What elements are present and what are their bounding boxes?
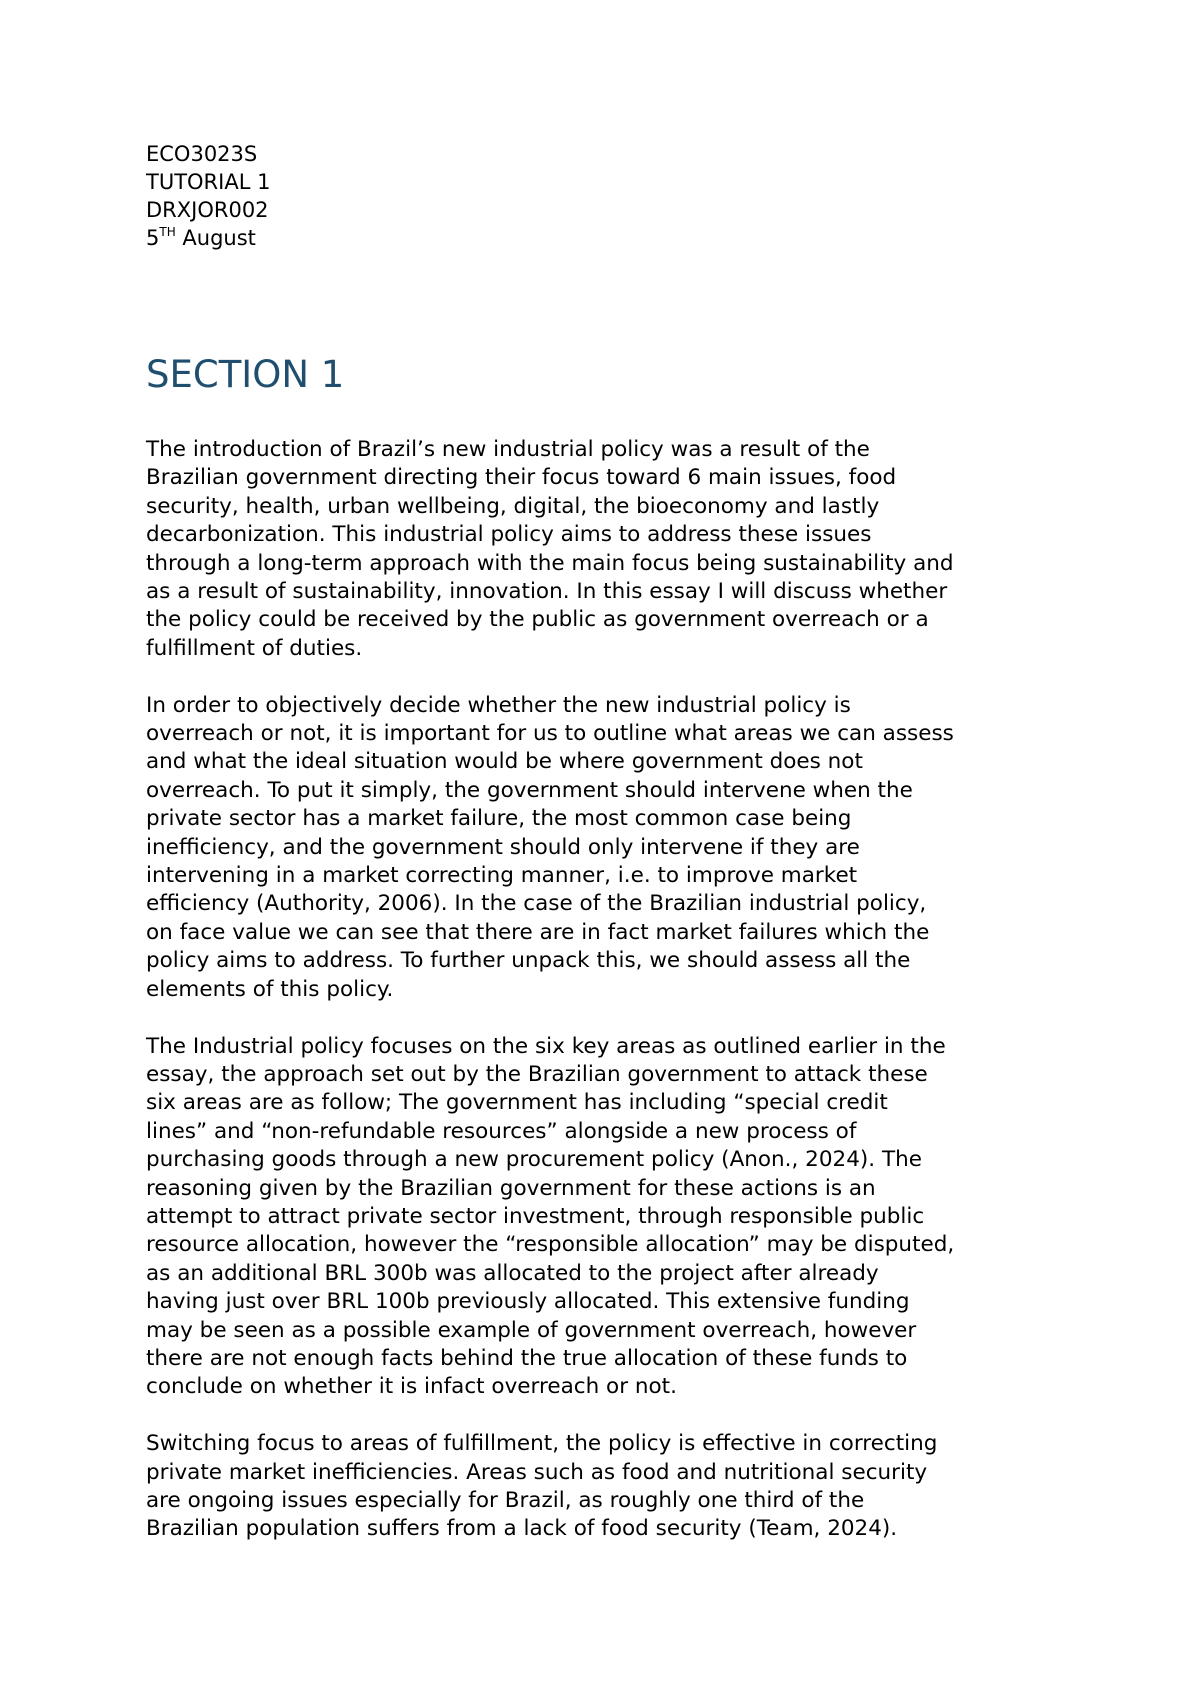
paragraph-line: conclude on whether it is infact overreach or not. bbox=[146, 1374, 677, 1400]
paragraph-line: The introduction of Brazil’s new industrial policy was a result of the bbox=[146, 437, 870, 462]
paragraph-line: Switching focus to areas of fulfillment, the policy is effective in correcting bbox=[146, 1431, 938, 1457]
student-number: DRXJOR002 bbox=[146, 198, 269, 222]
paragraph-line: security, health, urban wellbeing, digital, the bioeconomy and lastly bbox=[146, 493, 880, 519]
paragraph-line: essay, the approach set out by the Brazilian government to attack these bbox=[146, 1061, 928, 1087]
paragraph-line: having just over BRL 100b previously allocated. This extensive funding bbox=[146, 1289, 910, 1315]
paragraph-line: Brazilian government directing their focus toward 6 main issues, food bbox=[146, 465, 897, 491]
paragraph-line: and what the ideal situation would be where government does not bbox=[146, 749, 863, 775]
date-line bbox=[146, 224, 1076, 252]
essay-body bbox=[146, 436, 1076, 1572]
paragraph-line: resource allocation, however the “responsible allocation” may be disputed, bbox=[146, 1232, 955, 1258]
paragraph-line: policy aims to address. To further unpack this, we should assess all the bbox=[146, 948, 911, 974]
paragraph-line: The Industrial policy focuses on the six key areas as outlined earlier in the bbox=[146, 1033, 946, 1059]
document-header bbox=[146, 140, 1076, 252]
paragraph-2 bbox=[146, 692, 1076, 1004]
paragraph-line: as a result of sustainability, innovation. In this essay I will discuss whether bbox=[146, 579, 948, 605]
paragraph-line: purchasing goods through a new procurement policy (Anon., 2024). The bbox=[146, 1147, 922, 1173]
paragraph-line: through a long-term approach with the main focus being sustainability and bbox=[146, 550, 954, 576]
paragraph-line: are ongoing issues especially for Brazil, as roughly one third of the bbox=[146, 1487, 865, 1513]
course-code: ECO3023S bbox=[146, 142, 258, 166]
paragraph-line: elements of this policy. bbox=[146, 976, 394, 1002]
paragraph-line: on face value we can see that there are in fact market failures which the bbox=[146, 919, 930, 945]
paragraph-line: private sector has a market failure, the most common case being bbox=[146, 806, 852, 832]
paragraph-line: overreach or not, it is important for us to outline what areas we can assess bbox=[146, 721, 954, 747]
paragraph-3 bbox=[146, 1033, 1076, 1402]
document-page bbox=[146, 140, 1076, 1542]
date-day: 5 bbox=[146, 226, 160, 250]
date-month: August bbox=[175, 226, 256, 250]
paragraph-line: there are not enough facts behind the true allocation of these funds to bbox=[146, 1345, 908, 1371]
paragraph-line: efficiency (Authority, 2006). In the case of the Brazilian industrial policy, bbox=[146, 891, 927, 917]
paragraph-line: Brazilian population suffers from a lack of food security (Team, 2024). bbox=[146, 1516, 898, 1542]
paragraph-line: decarbonization. This industrial policy aims to address these issues bbox=[146, 522, 872, 548]
paragraph-line: may be seen as a possible example of government overreach, however bbox=[146, 1317, 917, 1343]
paragraph-line: In order to objectively decide whether the new industrial policy is bbox=[146, 692, 851, 718]
paragraph-line: six areas are as follow; The government has including “special credit bbox=[146, 1090, 888, 1116]
section-heading: SECTION 1 bbox=[146, 353, 345, 396]
paragraph-line: intervening in a market correcting manner, i.e. to improve market bbox=[146, 863, 858, 889]
paragraph-line: as an additional BRL 300b was allocated to the project after already bbox=[146, 1260, 879, 1286]
tutorial-label: TUTORIAL 1 bbox=[146, 170, 271, 194]
paragraph-line: fulfillment of duties. bbox=[146, 635, 363, 661]
paragraph-line: attempt to attract private sector investment, through responsible public bbox=[146, 1203, 925, 1229]
paragraph-1 bbox=[146, 436, 1076, 663]
paragraph-line: reasoning given by the Brazilian government for these actions is an bbox=[146, 1175, 876, 1201]
paragraph-line: inefficiency, and the government should only intervene if they are bbox=[146, 834, 860, 860]
date-suffix: TH bbox=[159, 225, 176, 239]
paragraph-line: lines” and “non-refundable resources” alongside a new process of bbox=[146, 1118, 857, 1144]
paragraph-line: private market inefficiencies. Areas such as food and nutritional security bbox=[146, 1459, 928, 1485]
paragraph-line: the policy could be received by the public as government overreach or a bbox=[146, 607, 929, 633]
paragraph-line: overreach. To put it simply, the government should intervene when the bbox=[146, 777, 913, 803]
paragraph-4 bbox=[146, 1430, 1076, 1544]
